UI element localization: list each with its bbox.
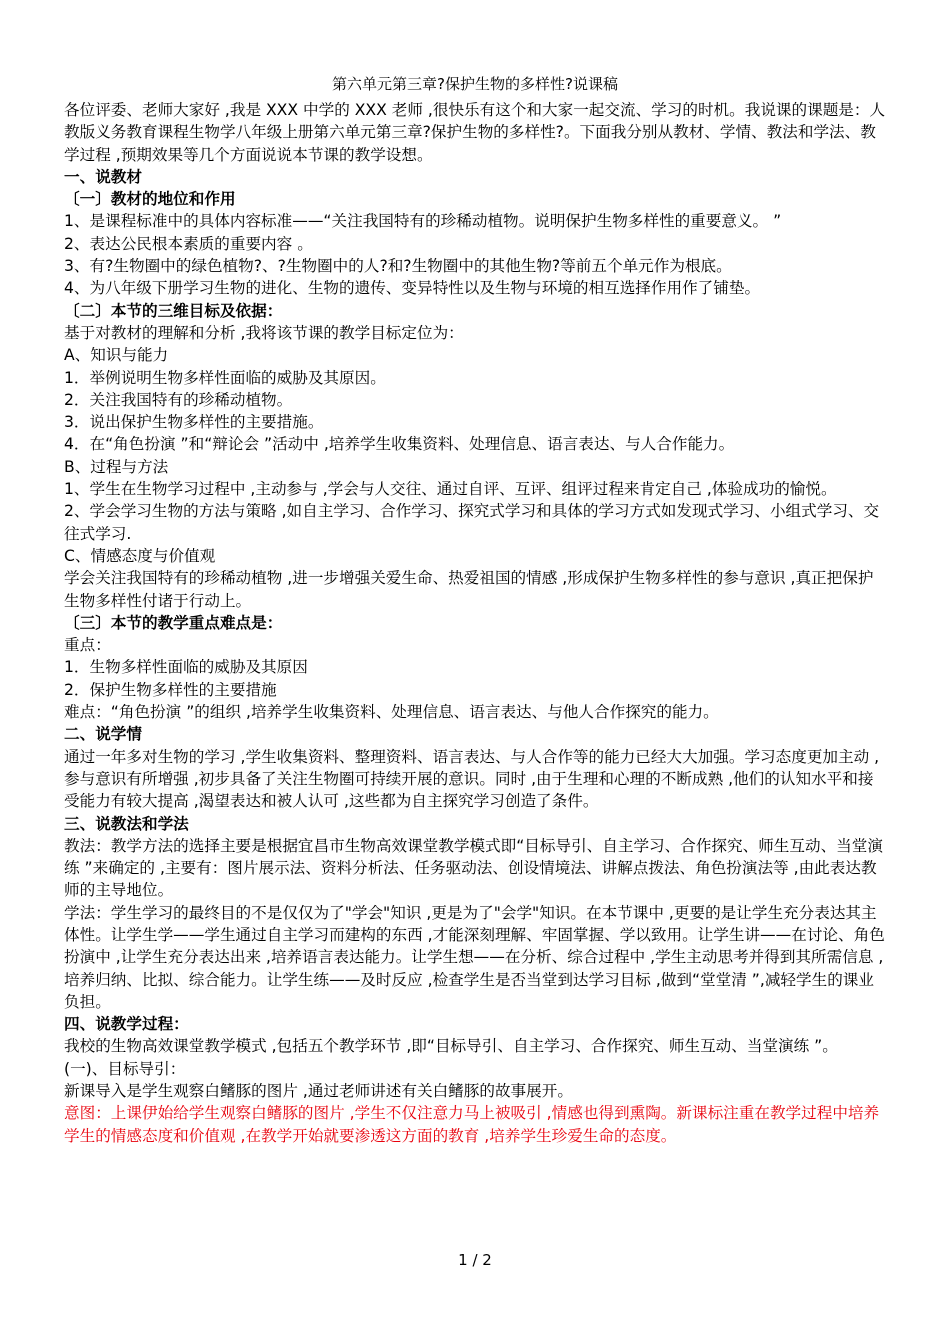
paragraph: 教法：教学方法的选择主要是根据宜昌市生物高效课堂教学模式即“目标导引、自主学习、合作探究、师生互动、当堂演练 ”来确定的 ,主要有：图片展示法、资料分析法、任务驱动法、创设情境法、讲解点拨法、角色扮演法等 ,由此表达教师的主导地位。: [64, 836, 883, 900]
paragraph: 1．举例说明生物多样性面临的威胁及其原因。: [64, 368, 386, 387]
paragraph: 4．在“角色扮演 ”和“辩论会 ”活动中 ,培养学生收集资料、处理信息、语言表达、与人合作能力。: [64, 435, 735, 454]
paragraph: 2．关注我国特有的珍稀动植物。: [64, 390, 293, 409]
paragraph: 1、学生在生物学习过程中 ,主动参与 ,学会与人交往、通过自评、互评、组评过程来肯定自己 ,体验成功的愉悦。: [64, 480, 837, 499]
paragraph: 3、有?生物圈中的绿色植物?、?生物圈中的人?和?生物圈中的其他生物?等前五个单元作为根底。: [64, 257, 732, 276]
paragraph: A、知识与能力: [64, 346, 169, 365]
section-heading: 二、说学情: [64, 725, 142, 744]
paragraph: 4、为八年级下册学习生物的进化、生物的遗传、变异特性以及生物与环境的相互选择作用作了铺垫。: [64, 279, 761, 298]
section-heading: 〔一〕教材的地位和作用: [64, 190, 236, 209]
document-title: 第六单元第三章?保护生物的多样性?说课稿: [332, 75, 618, 93]
paragraph: 学会关注我国特有的珍稀动植物 ,进一步增强关爱生命、热爱祖国的情感 ,形成保护生物多样性的参与意识 ,真正把保护生物多样性付诸于行动上。: [64, 569, 874, 610]
paragraph: 通过一年多对生物的学习 ,学生收集资料、整理资料、语言表达、与人合作等的能力已经大大加强。学习态度更加主动 ,参与意识有所增强 ,初步具备了关注生物圈可持续开展的意识。同时 ,由于生理和心理的不断成熟 ,他们的认知水平和接受能力有较大提高 ,渴望表达和被人认可 ,这些都为自主探究学习创造了条件。: [64, 747, 880, 811]
section-heading: 一、说教材: [64, 167, 142, 186]
document-body: [64, 99, 886, 1147]
paragraph: 各位评委、老师大家好 ,我是 XXX 中学的 XXX 老师 ,很快乐有这个和大家一起交流、学习的时机。我说课的课题是：人教版义务教育课程生物学八年级上册第六单元第三章?保护生物的多样性?。下面我分别从教材、学情、教法和学法、教学过程 ,预期效果等几个方面说说本节课的教学设想。: [64, 101, 886, 164]
paragraph: C、情感态度与价值观: [64, 546, 216, 565]
paragraph: 1．生物多样性面临的威胁及其原因: [64, 658, 308, 677]
section-heading: 三、说教法和学法: [64, 814, 189, 833]
paragraph: 基于对教材的理解和分析 ,我将该节课的教学目标定位为：: [64, 323, 464, 342]
paragraph: 2、学会学习生物的方法与策略 ,如自主学习、合作学习、探究式学习和具体的学习方式如发现式学习、小组式学习、交往式学习.: [64, 502, 880, 543]
paragraph: 我校的生物高效课堂教学模式 ,包括五个教学环节 ,即“目标导引、自主学习、合作探究、师生互动、当堂演练 ”。: [64, 1037, 838, 1056]
paragraph: 难点：“角色扮演 ”的组织 ,培养学生收集资料、处理信息、语言表达、与他人合作探究的能力。: [64, 703, 719, 722]
paragraph: B、过程与方法: [64, 457, 169, 476]
paragraph: 2．保护生物多样性的主要措施: [64, 680, 277, 699]
section-heading: 〔三〕本节的教学重点难点是：: [64, 613, 283, 632]
paragraph: 1、是课程标准中的具体内容标准——“关注我国特有的珍稀动植物。说明保护生物多样性的重要意义。 ”: [64, 212, 782, 231]
paragraph: 2、表达公民根本素质的重要内容 。: [64, 234, 313, 253]
paragraph: 重点：: [64, 636, 111, 655]
section-heading: 四、说教学过程：: [64, 1015, 189, 1034]
paragraph: 3．说出保护生物多样性的主要措施。: [64, 413, 324, 432]
paragraph: (一)、目标导引：: [64, 1059, 186, 1078]
paragraph: 意图：上课伊始给学生观察白鳍豚的图片 ,学生不仅注意力马上被吸引 ,情感也得到熏陶。新课标注重在教学过程中培养学生的情感态度和价值观 ,在教学开始就要渗透这方面的教育 ,培养学生珍爱生命的态度。: [64, 1104, 880, 1145]
paragraph: 学法：学生学习的最终目的不是仅仅为了"学会"知识 ,更是为了"会学"知识。在本节课中 ,更要的是让学生充分表达其主体性。让学生学——学生通过自主学习而建构的东西 ,才能深刻理解、牢固掌握、学以致用。让学生讲——在讨论、角色扮演中 ,让学生充分表达出来 ,培养语言表达能力。让学生想——在分析、综合过程中 ,学生主动思考并得到其所需信息 ,培养归纳、比拟、综合能力。让学生练——及时反应 ,检查学生是否当堂到达学习目标 ,做到“堂堂清 ”,减轻学生的课业负担。: [64, 903, 885, 1011]
section-heading: 〔二〕本节的三维目标及依据：: [64, 301, 283, 320]
paragraph: 新课导入是学生观察白鳍豚的图片 ,通过老师讲述有关白鳍豚的故事展开。: [64, 1082, 573, 1101]
page-number: 1 / 2: [458, 1251, 492, 1269]
